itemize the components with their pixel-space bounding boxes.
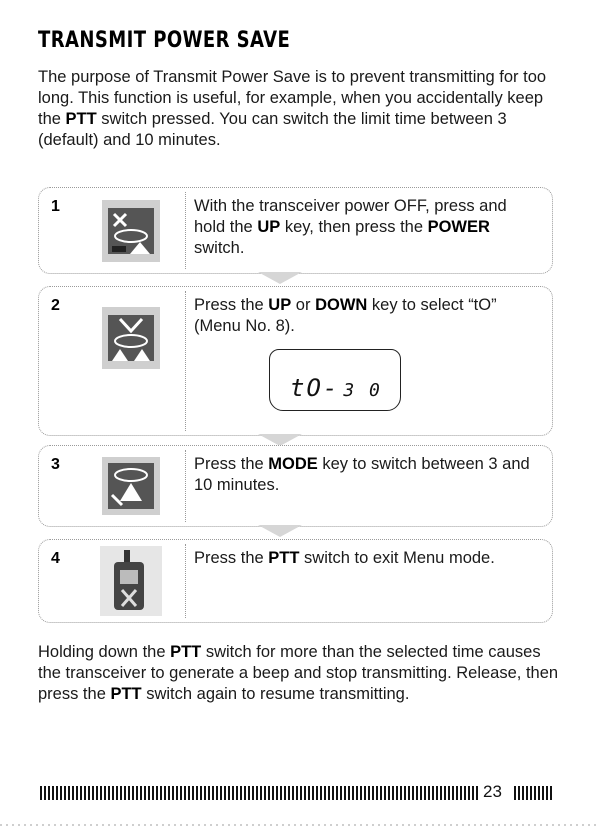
step-arrow [258,525,302,537]
step-bold-key: MODE [268,455,318,473]
footer-bar [514,786,552,800]
lcd-menu-code: tO- [290,374,340,402]
step-text-part: key to select “tO” (Menu No. 8). [194,296,497,335]
ptt-radio-icon [100,546,162,616]
step-arrow [258,272,302,284]
lcd-display [269,349,401,411]
radio-keypad-icon [100,305,162,371]
step-text-part: With the transceiver power OFF, press and hold the [194,197,507,236]
step-bold-key: DOWN [315,296,368,314]
step-text-part: Press the [194,455,269,473]
step-illustration [77,291,186,431]
step-text-part: Press the [194,296,269,314]
step-illustration [77,450,186,522]
step-number: 1 [51,198,60,215]
footer-bar [40,786,480,800]
step-4 [38,539,553,623]
page-title: TRANSMIT POWER SAVE [38,28,291,53]
step-text [194,196,542,259]
step-text [194,548,542,569]
step-text-part: or [291,296,316,314]
step-bold-key: POWER [427,218,490,236]
step-text [194,454,542,496]
outro-bold-ptt: PTT [110,685,142,703]
step-number: 3 [51,456,60,473]
outro-paragraph [38,642,560,705]
radio-keypad-icon [100,198,162,264]
step-1 [38,187,553,274]
step-illustration [77,192,186,269]
intro-text: switch pressed. You can switch the limit time between 3 (default) and 10 minutes. [38,110,507,149]
lcd-readout [290,374,382,402]
outro-text: Holding down the [38,643,171,661]
step-text-part: key to switch between 3 and 10 minutes. [194,455,530,494]
step-bold-key: UP [268,296,292,314]
step-bold-key: PTT [268,549,300,567]
outro-bold-ptt: PTT [170,643,202,661]
outro-text: switch again to resume transmitting. [141,685,410,703]
step-text-part: switch. [194,239,245,257]
step-2 [38,286,553,436]
lcd-menu-value: 3 0 [343,380,382,401]
step-number: 4 [51,550,60,567]
page-number: 23 [483,782,502,801]
step-text [194,295,542,337]
step-text-part: switch to exit Menu mode. [299,549,495,567]
step-text-part: Press the [194,549,269,567]
step-illustration [77,544,186,618]
outro-text: switch for more than the selected time causes the transceiver to generate a beep and stop transmitting. Release, then press the [38,643,559,703]
step-number: 2 [51,297,60,314]
intro-paragraph [38,67,560,151]
step-bold-key: UP [257,218,281,236]
bottom-divider [0,824,600,826]
step-text-part: key, then press the [280,218,428,236]
radio-keypad-icon [100,455,162,517]
intro-text: The purpose of Transmit Power Save is to prevent transmitting for too long. This function is useful, for example, when you accidentally keep the [38,68,547,128]
intro-bold-ptt: PTT [65,110,97,128]
step-3 [38,445,553,527]
